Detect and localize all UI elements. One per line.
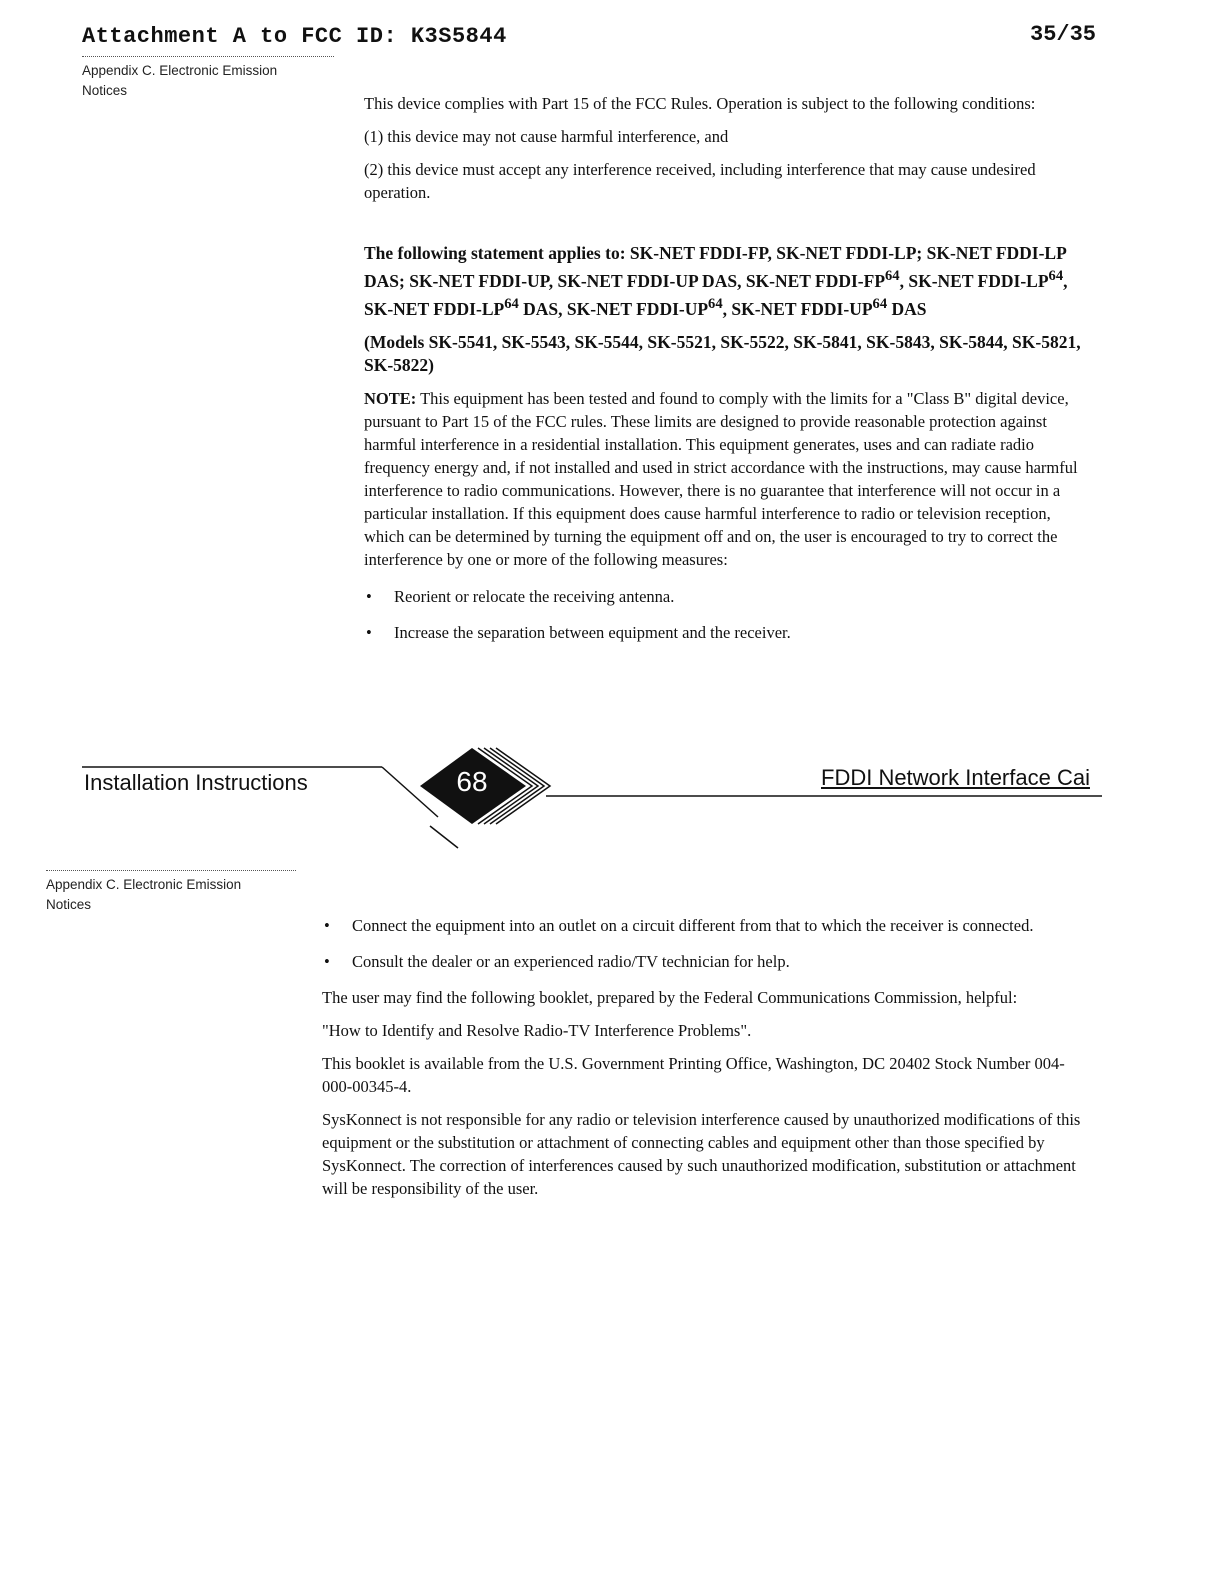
list-item-text: Consult the dealer or an experienced radio/TV technician for help.	[352, 952, 790, 971]
note-text: This equipment has been tested and found to comply with the limits for a "Class B" digital device, pursuant to Part 15 of the FCC rules. These limits are designed to provide reasonable protection against harmful interference in a residential installation. This equipment generates, uses and can radiate radio frequency energy and, if not installed and used in strict accordance with the instructions, may cause harmful interference to radio communications. However, there is no guarantee that interference will not occur in a particular installation. If this equipment does cause harmful interference to radio or television reception, which can be determined by turning the equipment off and on, the user is encouraged to try to correct the interference by one or more of the following measures:	[364, 388, 1078, 569]
applies-text: DAS, SK-NET FDDI-UP	[518, 298, 709, 319]
footer-section-title: Installation Instructions	[84, 770, 308, 795]
applies-statement	[364, 242, 1092, 321]
applies-text: , SK-NET FDDI-LP	[899, 270, 1049, 291]
footer-decoration	[0, 740, 1224, 860]
top-content	[364, 92, 1092, 657]
condition-1: (1) this device may not cause harmful interference, and	[364, 127, 729, 146]
measures-list-bottom	[322, 914, 1094, 973]
list-item	[322, 914, 1094, 937]
booklet-title: "How to Identify and Resolve Radio-TV Interference Problems".	[322, 1021, 752, 1040]
note-label: NOTE:	[364, 388, 417, 408]
side-label-rule	[46, 870, 296, 871]
applies-text: The following statement applies to: SK-NET FDDI-FP, SK-NET FDDI-LP; SK-NET FDDI-LP DAS; SK-NET FDDI-UP, SK-NET FDDI-UP DAS, SK-NET FDDI-FP	[364, 243, 1066, 291]
bottom-content	[322, 914, 1094, 1210]
liability-disclaimer: SysKonnect is not responsible for any radio or television interference caused by unauthorized modifications of this equipment or the substitution or attachment of connecting cables and equipment other than those specified by SysKonnect. The correction of interferences caused by such unauthorized modification, substitution or attachment will be responsibility of the user.	[322, 1110, 1081, 1198]
list-item	[322, 950, 1094, 973]
applies-text: , SK-NET FDDI-LP	[364, 270, 1068, 319]
list-item-text: Reorient or relocate the receiving antenna.	[394, 586, 675, 606]
bullet-icon: •	[366, 586, 372, 606]
bullet-icon: •	[366, 622, 372, 642]
booklet-intro: The user may find the following booklet, prepared by the Federal Communications Commission, helpful:	[322, 988, 1018, 1007]
side-label-line-1: Appendix C. Electronic Emission	[46, 877, 242, 892]
booklet-availability: This booklet is available from the U.S. Government Printing Office, Washington, DC 20402 Stock Number 004-000-00345-4.	[322, 1054, 1065, 1096]
side-label-rule	[82, 56, 334, 57]
models-list: (Models SK-5541, SK-5543, SK-5544, SK-5521, SK-5522, SK-5841, SK-5843, SK-5844, SK-5821, SK-5822)	[364, 331, 1081, 375]
compliance-paragraph: This device complies with Part 15 of the FCC Rules. Operation is subject to the following conditions:	[364, 94, 1036, 113]
condition-2: (2) this device must accept any interference received, including interference that may cause undesired operation.	[364, 160, 1036, 202]
side-label-line-2: Notices	[46, 897, 92, 912]
applies-text: DAS	[887, 298, 927, 319]
document-header-title: Attachment A to FCC ID: K3S5844	[82, 24, 507, 49]
side-label-line-1: Appendix C. Electronic Emission	[82, 63, 278, 78]
superscript: 64	[504, 295, 519, 312]
page-counter: 35/35	[1030, 22, 1097, 47]
side-label-line-2: Notices	[82, 83, 128, 98]
superscript: 64	[885, 268, 900, 284]
list-item-text: Connect the equipment into an outlet on a circuit different from that to which the receiver is connected.	[352, 916, 1034, 935]
side-label-bottom	[46, 875, 306, 915]
measures-list-top	[364, 585, 1092, 644]
footer-rule-tail	[430, 826, 458, 848]
footer-product-title: FDDI Network Interface Cai	[821, 765, 1090, 790]
superscript: 64	[708, 295, 723, 312]
note-paragraph	[364, 387, 1092, 571]
list-item-text: Increase the separation between equipment and the receiver.	[394, 622, 791, 642]
side-label-top	[82, 61, 342, 101]
list-item	[364, 621, 1092, 644]
applies-text: , SK-NET FDDI-UP	[722, 298, 873, 319]
list-item	[364, 585, 1092, 608]
bullet-icon: •	[324, 916, 330, 935]
bullet-icon: •	[324, 952, 330, 971]
superscript: 64	[1048, 268, 1064, 284]
superscript: 64	[872, 295, 888, 312]
page-number: 68	[456, 766, 488, 797]
